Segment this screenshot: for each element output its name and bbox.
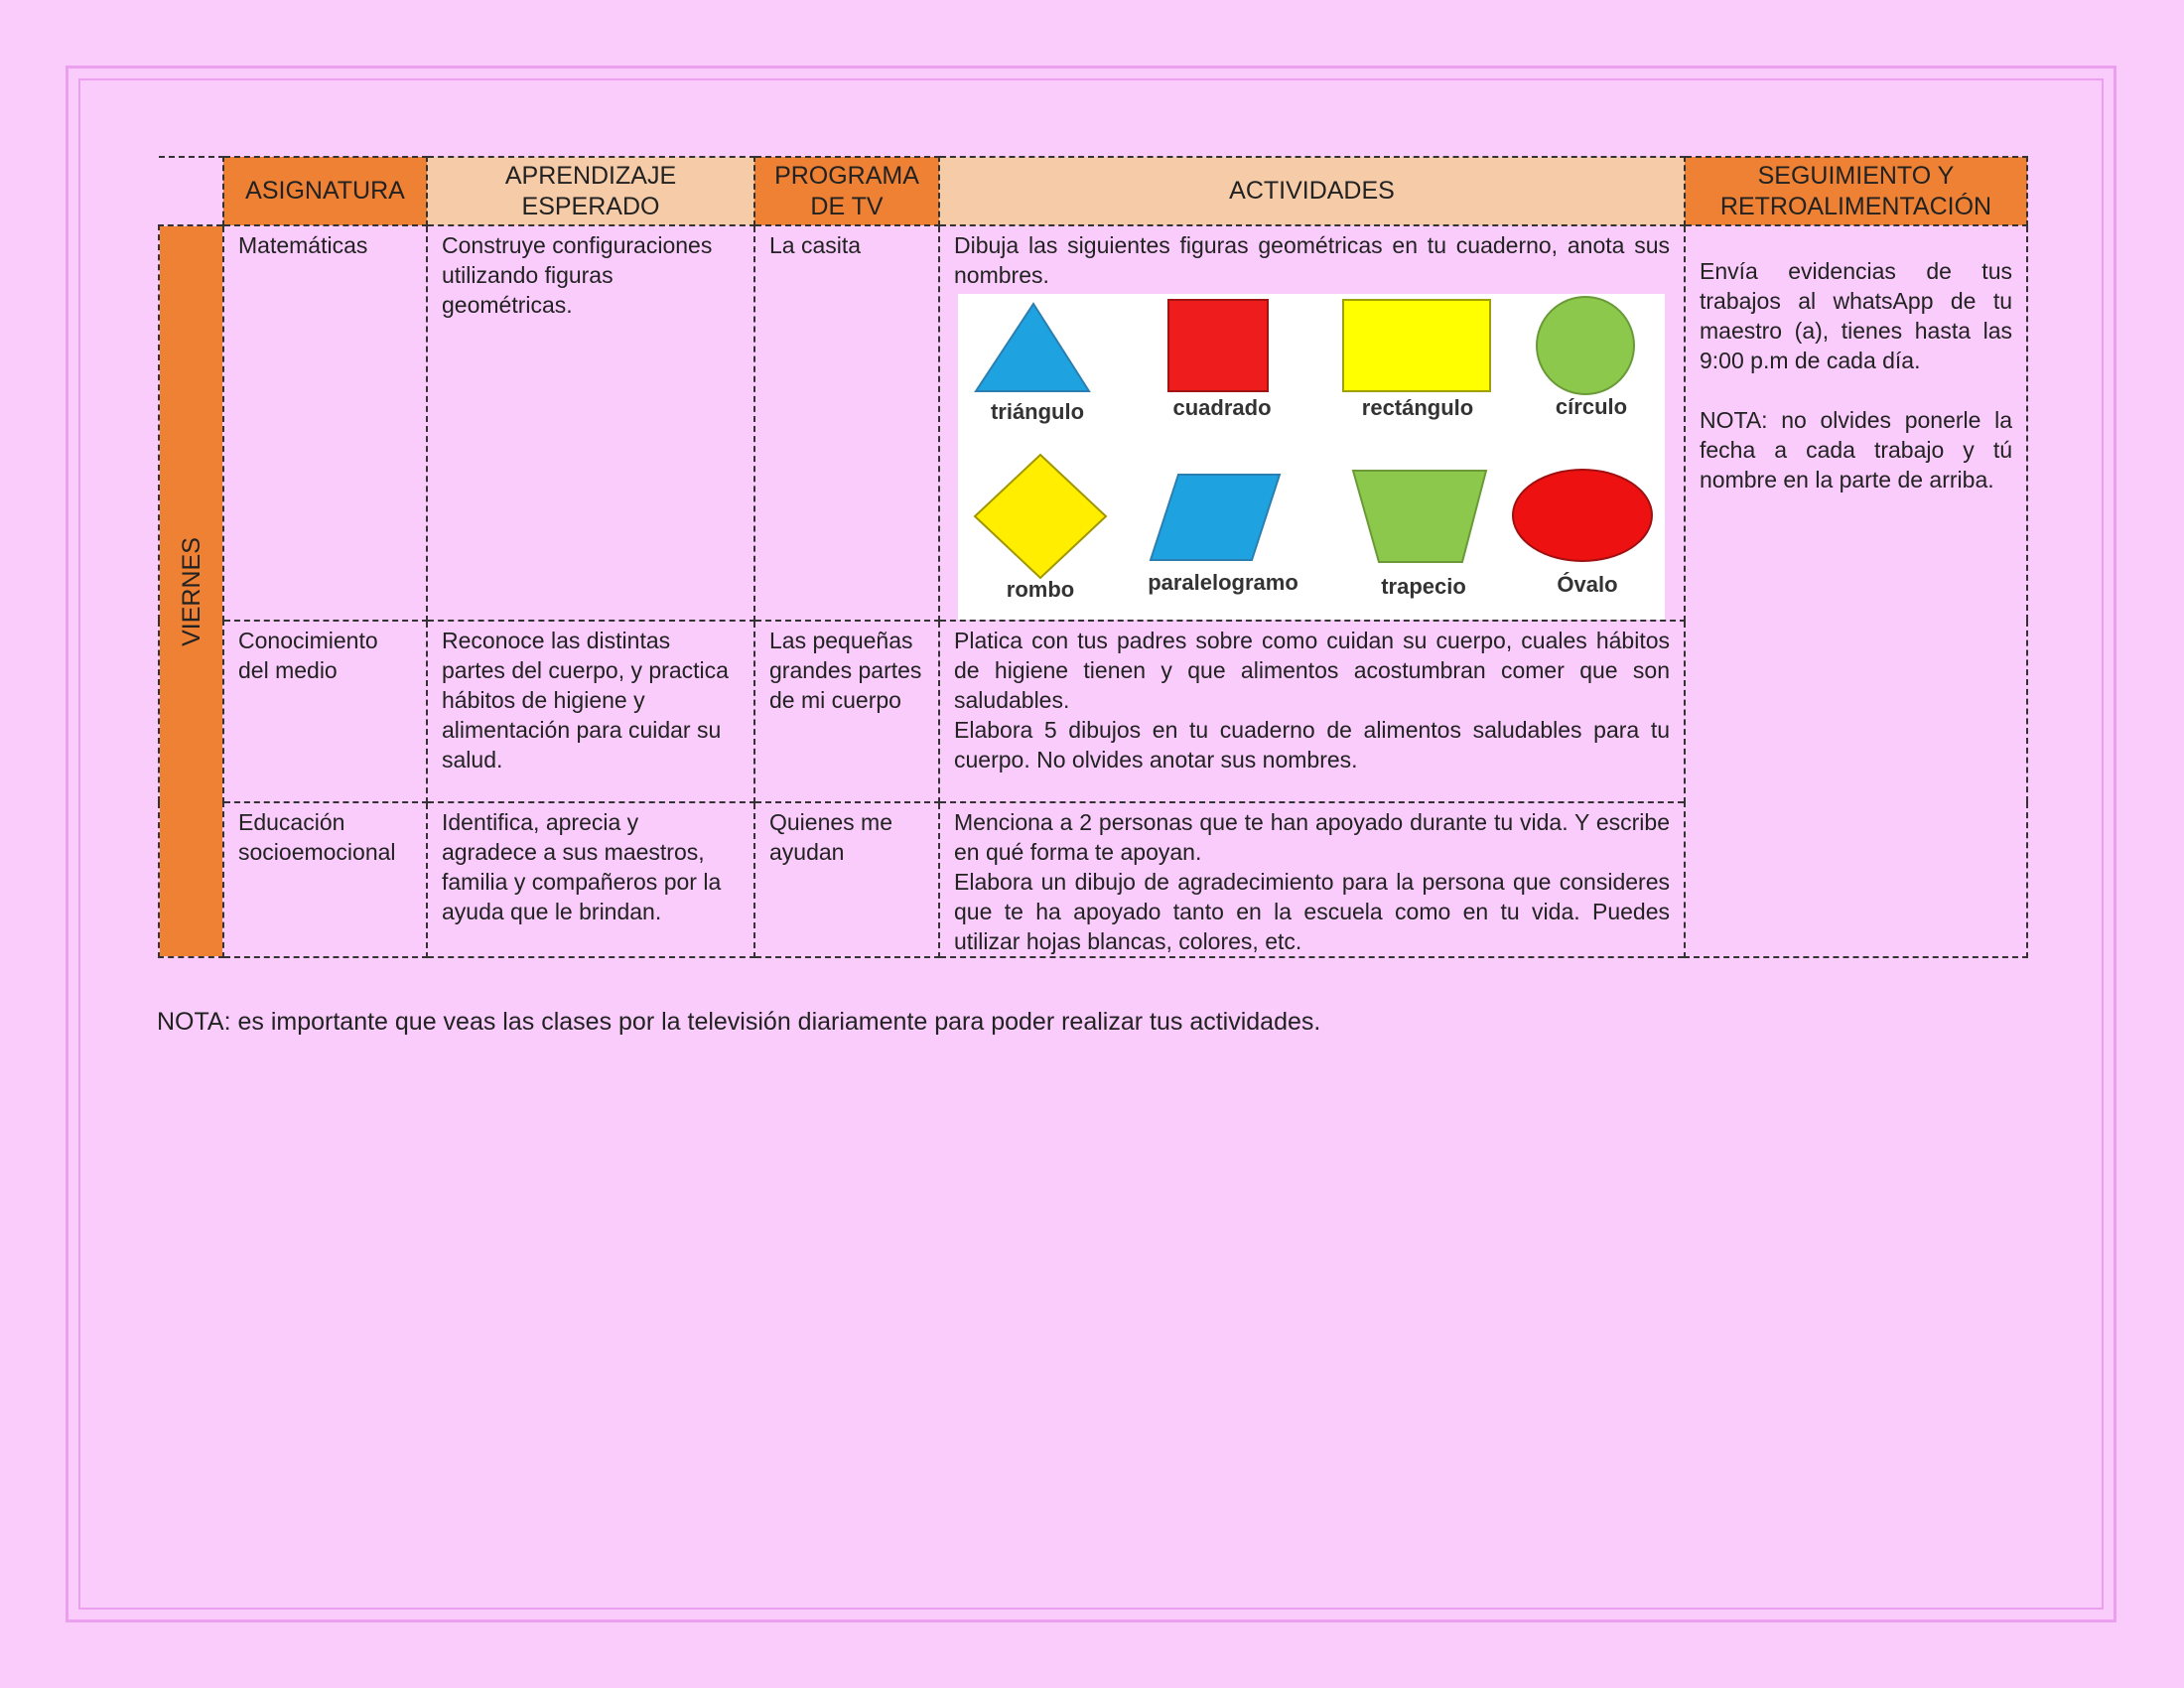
asignatura-cell: Educación socioemocional <box>223 802 427 957</box>
aprendizaje-cell: Identifica, aprecia y agradece a sus maestros, familia y compañeros por la ayuda que le brindan. <box>427 802 754 957</box>
circle-label: círculo <box>1555 394 1628 419</box>
trapezoid-shape <box>1353 471 1486 562</box>
oval-shape <box>1513 470 1652 561</box>
seguimiento-text-2: NOTA: no olvides ponerle la fecha a cada trabajo y tú nombre en la parte de arriba. <box>1700 407 2012 492</box>
aprendizaje-cell: Reconoce las distintas partes del cuerpo, y practica hábitos de higiene y alimentación para cuidar su salud. <box>427 621 754 802</box>
rhombus-label: rombo <box>1006 577 1075 602</box>
actividad-text: Platica con tus padres sobre como cuidan su cuerpo, cuales hábitos de higiene tienen y que alimentos acostumbran comer que son saludables. <box>954 628 1670 713</box>
actividad-text: Menciona a 2 personas que te han apoyado durante tu vida. Y escribe en qué forma te apoyan. <box>954 809 1670 865</box>
actividad-text: Dibuja las siguientes figuras geométricas en tu cuaderno, anota sus nombres. <box>954 232 1670 288</box>
header-seguimiento: SEGUIMIENTO Y RETROALIMENTACIÓN <box>1685 157 2027 225</box>
asignatura-cell: Conocimiento del medio <box>223 621 427 802</box>
day-cell <box>159 225 223 957</box>
programa-cell: La casita <box>754 225 939 621</box>
day-label: VIERNES <box>177 536 205 646</box>
header-aprendizaje: APRENDIZAJE ESPERADO <box>427 157 754 225</box>
programa-cell: Quienes me ayudan <box>754 802 939 957</box>
footer-note: NOTA: es importante que veas las clases por la televisión diariamente para poder realizar tus actividades. <box>157 1008 1321 1036</box>
actividades-cell <box>939 225 1685 621</box>
header-actividades: ACTIVIDADES <box>939 157 1685 225</box>
rhombus-shape <box>975 455 1106 578</box>
geometric-shapes-image <box>958 294 1665 620</box>
square-label: cuadrado <box>1172 395 1272 420</box>
actividades-cell <box>939 621 1685 802</box>
seguimiento-text-1: Envía evidencias de tus trabajos al whatsApp de tu maestro (a), tienes hasta las 9:00 p.m de cada día. <box>1700 258 2012 373</box>
header-programa: PROGRAMA DE TV <box>754 157 939 225</box>
actividad-text: Elabora un dibujo de agradecimiento para la persona que consideres que te ha apoyado tanto en la escuela como en tu vida. Puedes utilizar hojas blancas, colores, etc. <box>954 869 1670 954</box>
header-asignatura: ASIGNATURA <box>223 157 427 225</box>
corner-cell <box>159 157 223 225</box>
rectangle-label: rectángulo <box>1361 395 1474 420</box>
actividades-cell <box>939 802 1685 957</box>
triangle-shape <box>976 304 1089 391</box>
asignatura-cell: Matemáticas <box>223 225 427 621</box>
programa-cell: Las pequeñas grandes partes de mi cuerpo <box>754 621 939 802</box>
actividad-text: Elabora 5 dibujos en tu cuaderno de alimentos saludables para tu cuerpo. No olvides anotar sus nombres. <box>954 717 1670 773</box>
parallelogram-label: paralelogramo <box>1148 570 1298 595</box>
seguimiento-cell <box>1685 225 2027 957</box>
oval-label: Óvalo <box>1557 572 1618 597</box>
table-row <box>159 225 2027 621</box>
triangle-label: triángulo <box>990 399 1085 424</box>
parallelogram-shape <box>1151 475 1280 560</box>
trapezoid-label: trapecio <box>1381 574 1466 599</box>
header-row <box>159 157 2027 225</box>
aprendizaje-cell: Construye configuraciones utilizando figuras geométricas. <box>427 225 754 621</box>
circle-shape <box>1537 297 1634 394</box>
schedule-table <box>158 156 2028 958</box>
rectangle-shape <box>1343 300 1490 391</box>
square-shape <box>1168 300 1268 391</box>
